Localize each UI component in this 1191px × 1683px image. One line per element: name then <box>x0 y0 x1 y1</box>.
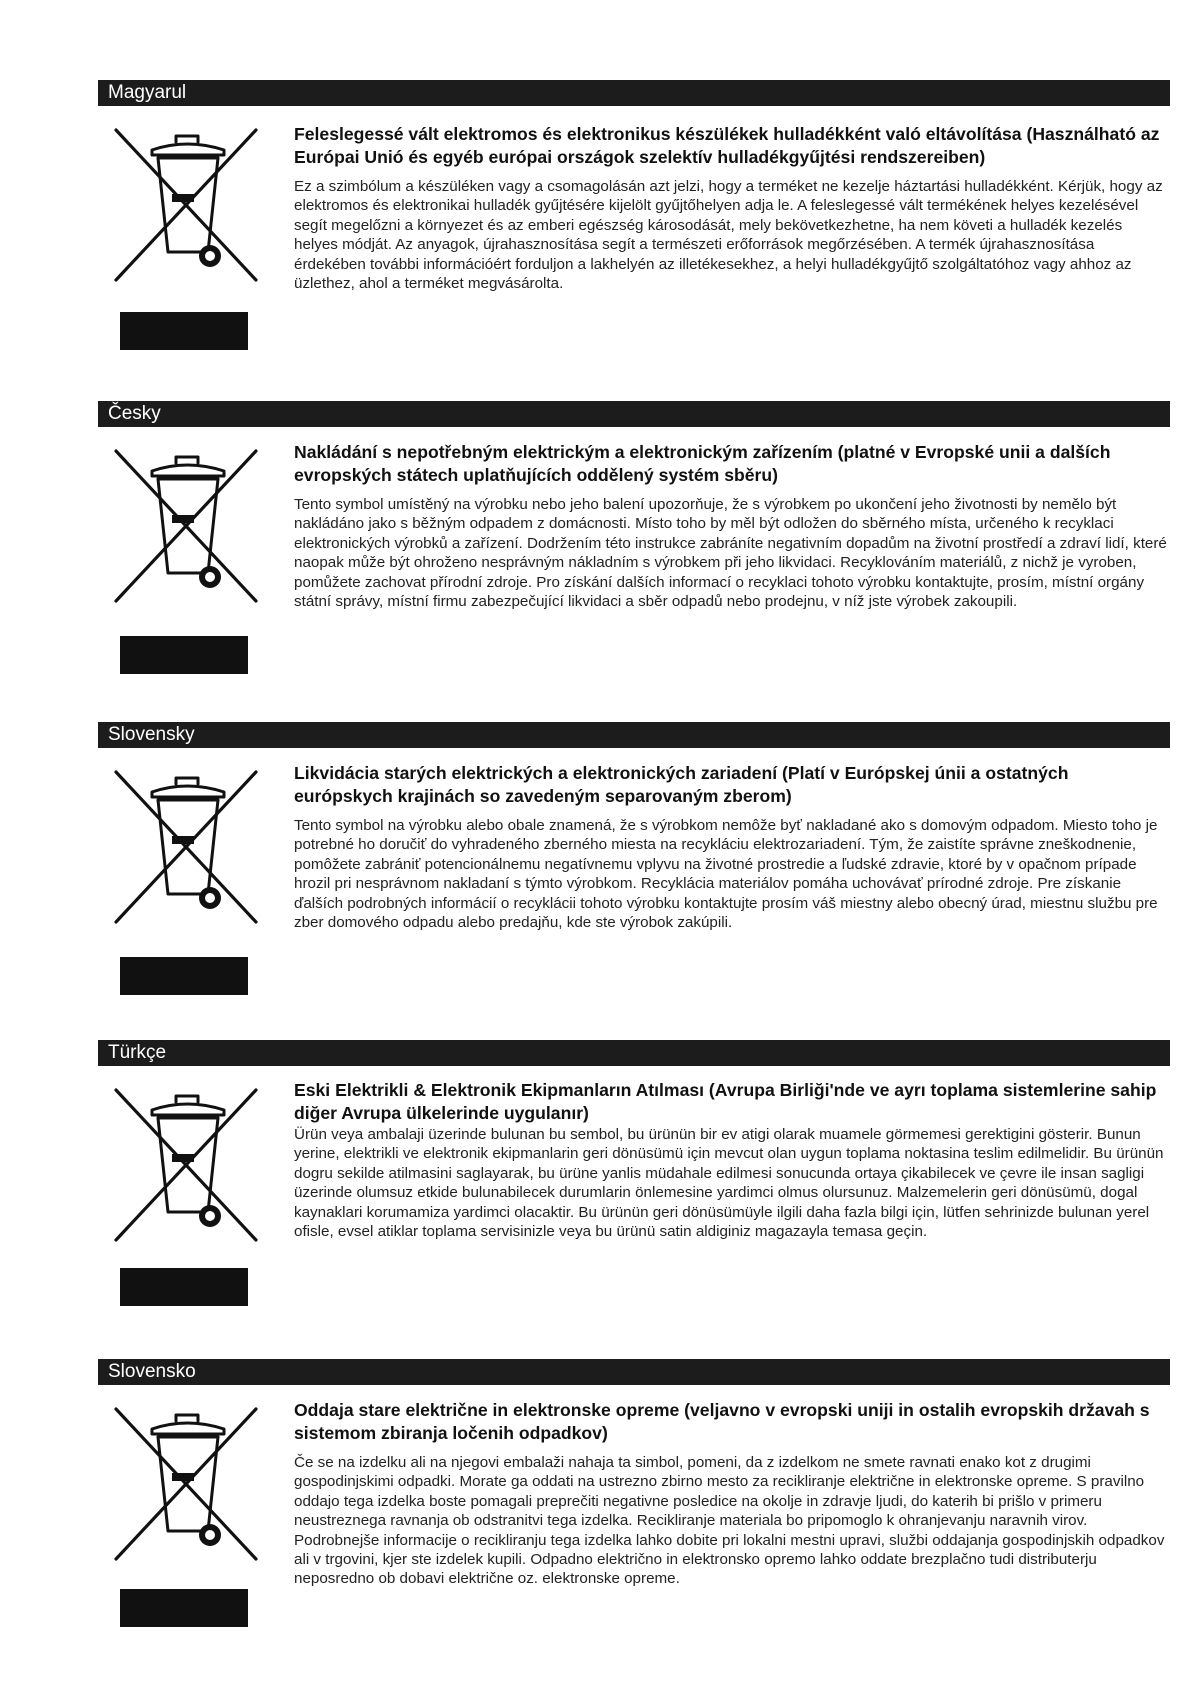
black-bar-mark <box>120 312 248 350</box>
section-heading: Nakládání s nepotřebným elektrickým a elektronickým zařízením (platné v Evropské unii a dalších evropských státech uplatňujících oddělený systém sběru) <box>294 442 1111 485</box>
language-label: Česky <box>108 403 161 424</box>
section-turkce <box>98 1040 1170 1241</box>
language-label: Türkçe <box>108 1042 167 1063</box>
section-heading: Likvidácia starých elektrických a elektronických zariadení (Platí v Európskej únii a ostatných európskych krajinách so zavedeným separovaným zberom) <box>294 763 1069 806</box>
section-body: Ürün veya ambalaji üzerinde bulunan bu sembol, bu ürünün bir ev atigi olarak muamele görmemesi gerektigini gösterir. Bunun yerine, elektrikli ve elektronik ekipmanlarin geri dönüsümü için mevcut olan uygun toplama noktasina teslim edilmelidir. Bu ürünün dogru sekilde atilmasini saglayarak, bu ürüne yanlis müdahale edilmesi sonucunda ortaya çikabilecek ve çevre ile insan sagligi üzerinde olumsuz etkide bulunabilecek durumlarin önlemesine yardimci olmus olursunuz. Malzemelerin geri dönüsümü, dogal kaynaklari korumamiza yardimci olacaktir. Bu ürünün geri dönüsümüyle ilgili daha fazla bilgi için, lütfen sehrinizde bulunan yerel ofisle, evsel atiklar toplama servisinizle veya bu ürünü satin aldiginiz magazayla temasa geçin. <box>294 1126 1164 1241</box>
language-bar <box>98 1040 1170 1066</box>
section-body: Ez a szimbólum a készüléken vagy a csomagolásán azt jelzi, hogy a terméket ne kezelje háztartási hulladékként. Kérjük, hogy az elektromos és elektronikai hulladék gyűjtésére kijelölt gyűjtőhelyen adja le. A feleslegessé vált termékének helyes kezelésével segít megelőzni a környezet és az emberi egészség károsodását, mely bekövetkezhetne, ha nem követi a hulladék kezelés helyes módját. Az anyagok, újrahasznosítása segít a természeti erőforrások megőrzésében. A termék újrahasznosítása érdekében további információért forduljon a lakhelyén az illetékesekhez, a helyi hulladékgyűjtő szolgáltatóhoz vagy ahhoz az üzlethez, ahol a terméket megvásárolta. <box>294 178 1163 293</box>
language-label: Slovensko <box>108 1361 196 1382</box>
section-body: Tento symbol umístěný na výrobku nebo jeho balení upozorňuje, že s výrobkem po ukončení jeho životnosti by nemělo být nakládáno jako s běžným odpadem z domácnosti. Místo toho by měl být odložen do sběrného místa, určeného k recyklaci elektronických výrobků a zařízení. Dodržením této instrukce zabráníte negativním dopadům na životní prostředí a zdraví lidí, které naopak může být ohroženo nesprávným nákladním s výrobkem při jeho likvidaci. Recyklováním materiálů, z nichž je vyroben, pomůžete zachovat přírodní zdroje. Pro získání dalších informací o recyklaci tohoto výrobku kontaktujte, prosím, místní orgány státní správy, místní firmu zabezpečující likvidaci a sběr odpadů nebo prodejnu, v níž jste výrobek zakoupili. <box>294 496 1167 611</box>
section-slovensko <box>98 1359 1170 1588</box>
language-label: Slovensky <box>108 724 195 745</box>
section-body: Tento symbol na výrobku alebo obale znamená, že s výrobkom nemôže byť nakladané ako s domovým odpadom. Miesto toho je potrebné ho doručiť do vyhradeného zberného miesta na recykláciu elektrozariadení. Tým, že zaistíte správne zneškodnenie, pomôžete zabrániť potencionálnemu negatívnemu vplyvu na životné prostredie a ľudské zdravie, ktoré by v opačnom prípade hrozil pri nesprávnom nakladaní s týmto výrobkom. Recyklácia materiálov pomáha uchovávať prírodné zdroje. Pre získanie ďalších podrobných informácií o recyklácii tohoto výrobku kontaktujte prosím váš miestny alebo obecný úrad, miestnu službu pre zber domového odpadu alebo predajňu, kde ste výrobok zakúpili. <box>294 817 1158 932</box>
language-bar <box>98 80 1170 106</box>
section-heading: Eski Elektrikli & Elektronik Ekipmanların Atılması (Avrupa Birliği'nde ve ayrı toplama sistemlerine sahip diğer Avrupa ülkelerinde uygulanır) <box>294 1080 1157 1123</box>
section-body: Če se na izdelku ali na njegovi embalaži nahaja ta simbol, pomeni, da z izdelkom ne smete ravnati enako kot z drugimi gospodinjskimi odpadki. Morate ga oddati na ustrezno zbirno mesto za recikliranje električne in elektronske opreme. S pravilno oddajo tega izdelka boste pomagali preprečiti negativne posledice na okolje in zdravje ljudi, do katerih bi prišlo v primeru neustreznega ravnanja ob odstranitvi tega izdelka. Recikliranje materiala bo pripomoglo k ohranjevanju naravnih virov. Podrobnejše informacije o recikliranju tega izdelka lahko dobite pri lokalni mestni upravi, službi oddajanja gospodinjskih odpadkov ali v trgovini, kjer ste izdelek kupili. Odpadno električno in elektronsko opremo lahko oddate brezplačno tudi distributerju neposredno ob dobavi električne oz. elektronske opreme. <box>294 1454 1165 1588</box>
section-heading: Oddaja stare električne in elektronske opreme (veljavno v evropski uniji in ostalih evropskih državah s sistemom zbiranja ločenih odpadkov) <box>294 1400 1150 1443</box>
section-magyarul <box>98 80 1170 293</box>
black-bar-mark <box>120 1589 248 1627</box>
section-cesky <box>98 401 1170 611</box>
language-label: Magyarul <box>108 82 187 103</box>
black-bar-mark <box>120 636 248 674</box>
language-bar <box>98 1359 1170 1385</box>
black-bar-mark <box>120 957 248 995</box>
section-slovensky <box>98 722 1170 932</box>
black-bar-mark <box>120 1268 248 1306</box>
language-bar <box>98 722 1170 748</box>
section-heading: Feleslegessé vált elektromos és elektronikus készülékek hulladékként való eltávolítása (Használható az Európai Unió és egyéb európai országok szelektív hulladékgyűjtési rendszereiben) <box>294 124 1160 167</box>
language-bar <box>98 401 1170 427</box>
